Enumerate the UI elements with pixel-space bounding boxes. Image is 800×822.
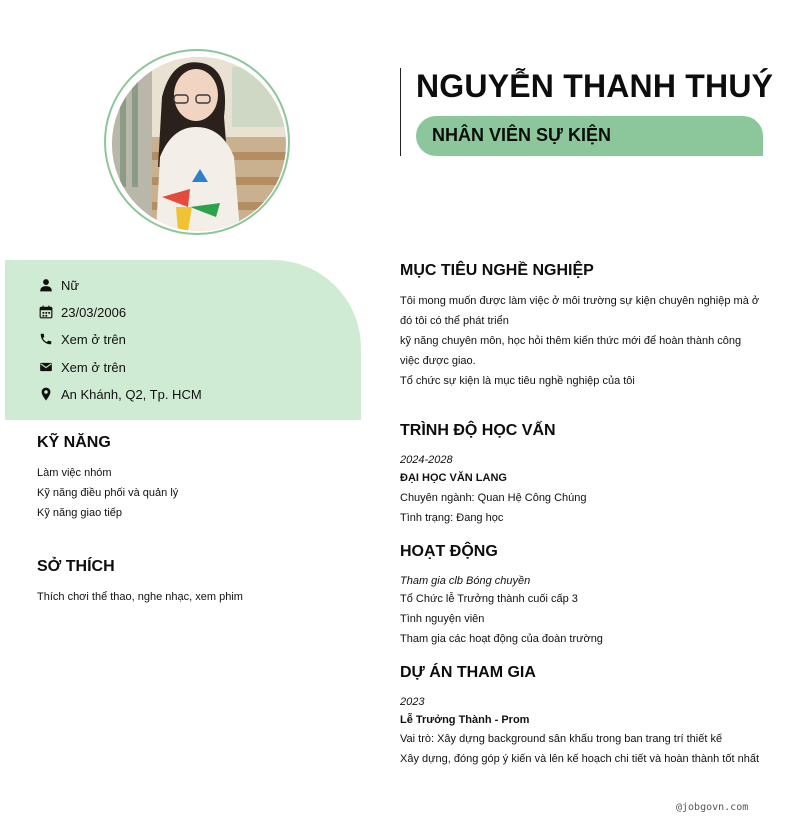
- activity-item: Tổ Chức lễ Trưởng thành cuối cấp 3: [400, 593, 578, 605]
- footer-watermark: @jobgovn.com: [676, 802, 749, 813]
- education-major: Chuyên ngành: Quan Hệ Công Chúng: [400, 492, 587, 504]
- contact-email: [39, 358, 126, 376]
- contact-email-text: Xem ở trên: [61, 359, 126, 375]
- education-period: 2024-2028: [400, 454, 453, 466]
- education-school: ĐẠI HỌC VĂN LANG: [400, 472, 507, 484]
- phone-icon: [39, 332, 53, 346]
- project-name: Lễ Trưởng Thành - Prom: [400, 714, 530, 726]
- project-year: 2023: [400, 696, 425, 708]
- candidate-name: NGUYỄN THANH THUÝ: [416, 68, 774, 104]
- contact-address: [39, 385, 202, 403]
- objective-line: Tổ chức sự kiện là mục tiêu nghề nghiệp của tôi: [400, 375, 635, 387]
- project-detail: Xây dựng, đóng góp ý kiến và lên kế hoạch chi tiết và hoàn thành tốt nhất: [400, 753, 760, 765]
- avatar: [112, 57, 286, 231]
- contact-birthday: [39, 303, 126, 321]
- activity-item: Tham gia các hoạt động của đoàn trường: [400, 633, 603, 645]
- calendar-icon: [39, 305, 53, 319]
- activity-item: Tình nguyện viên: [400, 613, 485, 625]
- location-pin-icon: [39, 387, 53, 401]
- activities-subtitle: Tham gia clb Bóng chuyền: [400, 575, 531, 587]
- contact-gender-text: Nữ: [61, 277, 80, 293]
- hobbies-heading: SỞ THÍCH: [37, 558, 115, 575]
- objective-heading: MỤC TIÊU NGHỀ NGHIỆP: [400, 262, 594, 279]
- objective-line: Tôi mong muốn được làm việc ở môi trường sự kiện chuyên nghiệp mà ở: [400, 295, 760, 307]
- hobbies-text: Thích chơi thể thao, nghe nhạc, xem phim: [37, 591, 243, 603]
- contact-birthday-text: 23/03/2006: [61, 304, 127, 320]
- person-icon: [39, 278, 53, 292]
- education-status: Tình trạng: Đang học: [400, 512, 504, 524]
- project-role: Vai trò: Xây dựng background sân khấu trong ban trang trí thiết kế: [400, 733, 723, 745]
- contact-phone-text: Xem ở trên: [61, 331, 126, 347]
- profile-photo: [112, 57, 286, 231]
- skill-item: Kỹ năng điều phối và quản lý: [37, 487, 179, 499]
- activities-heading: HOẠT ĐỘNG: [400, 543, 498, 560]
- skill-item: Làm việc nhóm: [37, 467, 112, 479]
- objective-line: kỹ năng chuyên môn, học hỏi thêm kiến thức mới để hoàn thành công: [400, 335, 742, 347]
- contact-address-text: An Khánh, Q2, Tp. HCM: [61, 386, 202, 402]
- education-heading: TRÌNH ĐỘ HỌC VẤN: [400, 422, 556, 439]
- contact-gender: [39, 276, 79, 294]
- projects-heading: DỰ ÁN THAM GIA: [400, 664, 536, 681]
- skills-heading: KỸ NĂNG: [37, 434, 111, 451]
- skill-item: Kỹ năng giao tiếp: [37, 507, 123, 519]
- mail-icon: [39, 360, 53, 374]
- position-title: NHÂN VIÊN SỰ KIỆN: [432, 125, 611, 145]
- divider-line: [400, 68, 401, 156]
- objective-line: việc được giao.: [400, 355, 476, 367]
- contact-phone: [39, 330, 126, 348]
- objective-line: đó tôi có thể phát triển: [400, 315, 509, 327]
